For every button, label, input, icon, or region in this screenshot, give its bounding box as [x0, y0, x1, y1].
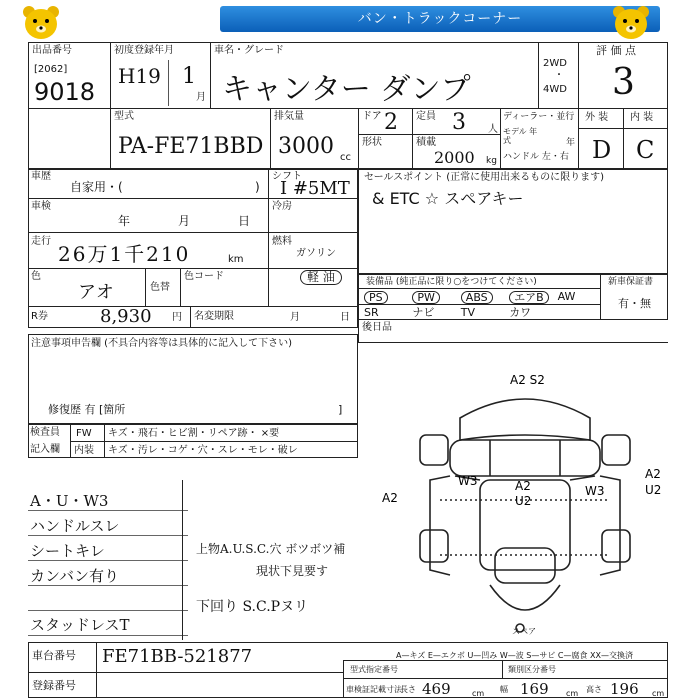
diagram-top-mark: A2 S2 — [510, 373, 545, 387]
header-title: バン・トラックコーナー — [357, 11, 523, 27]
model-value: PA-FE71BBD — [118, 134, 264, 159]
car-diagram — [380, 370, 670, 635]
type-number-label: 型式指定番号 — [350, 665, 398, 674]
doors-value: 2 — [384, 110, 398, 135]
height-label: 高さ — [586, 685, 602, 694]
equipment-item: ナビ — [412, 306, 435, 319]
color-value: アオ — [78, 282, 114, 303]
name-change-label: 名変期限 — [194, 311, 234, 322]
inspection-label: 車検 — [31, 201, 51, 212]
warranty-label: 新車保証書 — [608, 277, 654, 287]
warranty-value: 有・無 — [618, 297, 651, 310]
name-change-month: 月 — [290, 312, 300, 323]
fuel-diesel: 軽 油 — [300, 270, 342, 285]
name-change-day: 日 — [340, 312, 350, 323]
fuel-label: 燃料 — [272, 236, 292, 247]
inspection-day: 日 — [238, 214, 251, 228]
height-unit: cm — [652, 689, 665, 698]
spare-label: スペア — [512, 627, 536, 636]
score-ext-value: D — [592, 136, 612, 164]
color-code-label: 色コード — [184, 271, 224, 282]
diagram-right-inner-mark: W3 — [585, 484, 605, 498]
checker-fw: FW — [76, 428, 92, 439]
repair-close: ] — [338, 403, 343, 416]
bear-logo-right-icon — [610, 4, 652, 42]
recycle-label: R券 — [31, 311, 48, 322]
color-label: 色 — [31, 271, 41, 282]
diagram-left-mark: A2 — [382, 491, 398, 505]
equipment-item: ABS — [461, 291, 493, 304]
drive-4wd: 4WD — [543, 84, 567, 95]
diagram-center2-mark: U2 — [515, 494, 532, 508]
load-value: 2000 — [434, 148, 475, 167]
note-4: カンバン有り — [30, 567, 119, 585]
drive-dot: ・ — [554, 70, 564, 81]
inspector-note-3: 下回り S.C.Pヌリ — [196, 599, 309, 615]
class-number-label: 類別区分番号 — [508, 665, 556, 674]
diagram-right1-mark: A2 — [645, 467, 661, 481]
first-reg-label: 初度登録年月 — [114, 45, 174, 56]
inspection-year: 年 — [118, 214, 131, 228]
equipment-label: 装備品 (純正品に限り○をつけてください) — [366, 277, 537, 287]
sales-point-value: & ETC ☆ スペアキー — [372, 189, 524, 208]
doors-label: ドア — [362, 111, 382, 122]
equipment-item: カワ — [509, 306, 532, 319]
capacity-label: 定員 — [416, 111, 436, 122]
width-label: 幅 — [500, 685, 508, 694]
equipment-item: SR — [364, 306, 379, 319]
repair-label: 修復歴 有 [箇所 — [48, 403, 126, 416]
note-5: スタッドレスT — [30, 616, 130, 634]
equipment-item: AW — [557, 290, 576, 303]
load-label: 積載 — [416, 137, 436, 148]
dealer-label: ディーラー・並行 — [503, 112, 575, 122]
model-label: 型式 — [114, 111, 134, 122]
notes-label: 注意事項申告欄 (不具合内容等は具体的に記入して下さい) — [31, 338, 292, 349]
first-reg-month: 1 — [182, 64, 196, 89]
capacity-unit: 人 — [488, 124, 498, 135]
note-1: A・U・W3 — [30, 492, 109, 510]
mileage-unit: km — [228, 254, 244, 265]
diagram-left-inner-mark: W3 — [458, 474, 478, 488]
color-paint-label: 色替 — [150, 282, 170, 293]
drive-2wd: 2WD — [543, 58, 567, 69]
handle-label: ハンドル 左・右 — [503, 152, 569, 162]
car-name-value: キャンター ダンプ — [222, 72, 471, 107]
sales-point-label: セールスポイント (正常に使用出来るものに限ります) — [364, 172, 605, 183]
inspector-note-1: 上物A.U.S.C.穴 ボツボツ補 — [196, 542, 346, 556]
shift-label: シフト — [272, 171, 302, 182]
checker-label-2: 記入欄 — [30, 444, 60, 455]
model-year-unit: 年 — [566, 138, 576, 148]
length-value: 469 — [422, 680, 451, 698]
bear-logo-left-icon — [20, 4, 62, 42]
note-2: ハンドルスレ — [30, 517, 120, 535]
length-label: 長さ — [400, 685, 416, 694]
displacement-unit: cc — [340, 152, 351, 163]
dims-label: 車検証記載寸法 — [346, 685, 402, 694]
aircon-label: 冷房 — [272, 201, 292, 212]
registration-label: 登録番号 — [32, 679, 76, 692]
score-int-value: C — [636, 136, 655, 164]
score-value: 3 — [612, 62, 635, 103]
mileage-value: 26万1千210 — [58, 242, 191, 266]
lot-code: [2062] — [34, 64, 68, 75]
capacity-value: 3 — [452, 110, 466, 135]
equipment-item: TV — [460, 306, 476, 319]
score-ext-label: 外 装 — [585, 112, 609, 123]
damage-legend: A—キズ E—エクボ U—凹み W—波 S—サビ C—腐食 XX—交換済 — [396, 651, 634, 660]
inspector-note-2: 現状下見要す — [256, 564, 329, 578]
diagram-center-mark: A2 — [515, 479, 531, 493]
sales-point-frame — [358, 168, 668, 274]
history-label: 車歴 — [31, 171, 51, 182]
shape-label: 形状 — [362, 137, 382, 148]
height-value: 196 — [610, 680, 639, 698]
displacement-label: 排気量 — [274, 111, 304, 122]
checker-label-1: 検査員 — [30, 427, 60, 438]
width-unit: cm — [566, 689, 579, 698]
equipment-item: エアB — [509, 291, 549, 304]
model-year-label: モデル 年式 — [503, 127, 538, 145]
score-label: 評 価 点 — [596, 44, 636, 57]
after-items-label: 後日品 — [362, 322, 392, 333]
load-unit: kg — [486, 156, 497, 166]
displacement-value: 3000 — [278, 134, 334, 159]
equipment-row-1 — [358, 289, 600, 304]
equipment-item: PS — [364, 291, 388, 304]
chassis-label: 車台番号 — [32, 649, 76, 662]
inspection-month: 月 — [178, 214, 191, 228]
history-value: 自家用・( — [70, 180, 123, 194]
lot-number: 9018 — [34, 78, 96, 106]
width-value: 169 — [520, 680, 549, 698]
equipment-row-2 — [358, 305, 600, 320]
recycle-value: 8,930 — [100, 306, 152, 327]
checker-inner-items: キズ・汚レ・コゲ・穴・スレ・モレ・破レ — [108, 445, 298, 456]
header-bar — [220, 6, 660, 32]
chassis-value: FE71BB-521877 — [102, 646, 253, 667]
mileage-label: 走行 — [31, 236, 51, 247]
car-name-label: 車名・グレード — [214, 45, 284, 56]
lot-label: 出品番号 — [32, 45, 72, 56]
note-3: シートキレ — [30, 542, 105, 560]
score-int-label: 内 装 — [630, 112, 654, 123]
fuel-gasoline: ガソリン — [296, 248, 336, 259]
equipment-item: PW — [412, 291, 440, 304]
first-reg-year: H19 — [118, 64, 161, 88]
checker-inner: 内装 — [74, 445, 94, 456]
length-unit: cm — [472, 689, 485, 698]
checker-fw-items: キズ・飛石・ヒビ割・リペア跡・ ×要 — [108, 428, 280, 439]
first-reg-month-unit: 月 — [196, 92, 206, 103]
diagram-right2-mark: U2 — [645, 483, 662, 497]
history-close: ) — [255, 180, 260, 194]
shift-value: I #5MT — [280, 178, 350, 199]
recycle-unit: 円 — [172, 312, 182, 323]
